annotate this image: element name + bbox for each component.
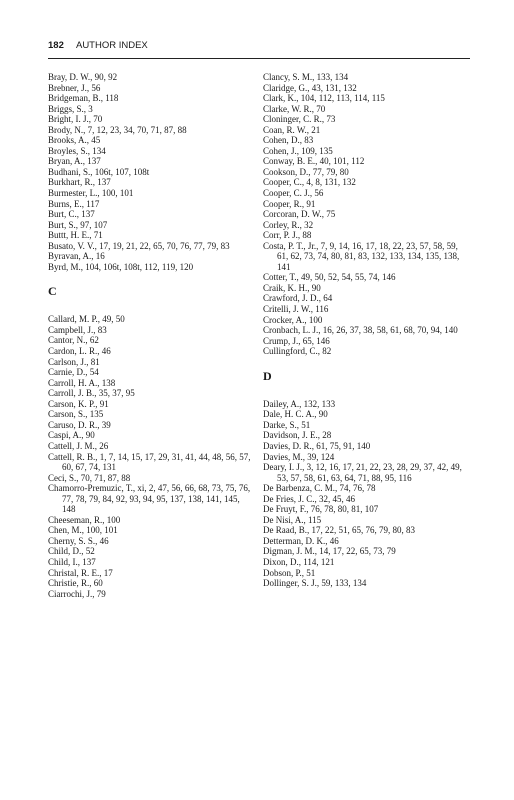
index-entry: Bright, I. J., 70 [48, 114, 103, 125]
index-entry: Cherny, S. S., 46 [48, 535, 109, 546]
index-entry: Chamorro-Premuzic, T., xi, 2, 47, 56, 66, 68, 73, 75, 76, 77, 78, 79, 84, 92, 93, 94, 95, 137, 138, 141, 145, 148 [48, 483, 251, 515]
index-entry: Bryan, A., 137 [48, 156, 101, 167]
index-entry: Campbell, J., 83 [48, 324, 107, 335]
index-entry: Clark, K., 104, 112, 113, 114, 115 [263, 93, 385, 104]
index-entry: Coan, R. W., 21 [263, 124, 321, 135]
index-entry: Carson, K. P., 91 [48, 398, 109, 409]
index-entry: Brody, N., 7, 12, 23, 34, 70, 71, 87, 88 [48, 124, 187, 135]
index-entry: Cooper, R., 91 [263, 198, 316, 209]
index-entry: Cooper, C. J., 56 [263, 188, 324, 199]
index-entry: Carnie, D., 54 [48, 367, 99, 378]
index-entry: Cookson, D., 77, 79, 80 [263, 166, 349, 177]
index-entry: Burt, S., 97, 107 [48, 219, 108, 230]
index-entry: Chen, M., 100, 101 [48, 525, 118, 536]
index-entry: Davies, M., 39, 124 [263, 451, 335, 462]
index-entry: Bridgeman, B., 118 [48, 93, 119, 104]
index-entry: Caspi, A., 90 [48, 430, 95, 441]
index-entry: Digman, J. M., 14, 17, 22, 65, 73, 79 [263, 546, 396, 557]
index-entry: Brooks, A., 45 [48, 135, 101, 146]
index-entry: Child, I., 137 [48, 556, 96, 567]
index-entry: Cattell, J. M., 26 [48, 440, 109, 451]
index-entry: Budhani, S., 106t, 107, 108t [48, 166, 150, 177]
index-entry: Caruso, D. R., 39 [48, 419, 111, 430]
index-entry: Dobson, P., 51 [263, 567, 316, 578]
index-entry: Buttt, H. E., 71 [48, 230, 103, 241]
section-letter-c: C [48, 284, 57, 299]
index-entry: Costa, P. T., Jr., 7, 9, 14, 16, 17, 18, 22, 23, 57, 58, 59, 61, 62, 73, 74, 80, 81, 83, 132, 133, 134, 135, 138, 141 [263, 240, 460, 272]
index-entry: Claridge, G., 43, 131, 132 [263, 82, 357, 93]
page-header [48, 40, 470, 59]
index-entry: Cohen, D., 83 [263, 135, 314, 146]
index-entry: Bray, D. W., 90, 92 [48, 72, 118, 82]
right-column [263, 72, 468, 589]
index-entry: Crocker, A., 100 [263, 314, 323, 325]
index-entry: Conway, B. E., 40, 101, 112 [263, 156, 365, 167]
index-entry: Critelli, J. W., 116 [263, 304, 329, 315]
index-entry: Burmester, L., 100, 101 [48, 188, 134, 199]
index-entry: De Raad, B., 17, 22, 51, 65, 76, 79, 80, 83 [263, 525, 415, 536]
index-entry: Cheeseman, R., 100 [48, 514, 121, 525]
index-entry: Briggs, S., 3 [48, 103, 93, 114]
index-entry: Cooper, C., 4, 8, 131, 132 [263, 177, 356, 188]
left-column [48, 72, 253, 599]
index-entry: Cullingford, C., 82 [263, 346, 332, 357]
index-entry: Child, D., 52 [48, 546, 95, 557]
index-entry: Burkhart, R., 137 [48, 177, 111, 188]
index-entry: Deary, I. J., 3, 12, 16, 17, 21, 22, 23, 28, 29, 37, 42, 49, 53, 57, 58, 61, 63, 64, 71, 88, 95, 116 [263, 462, 462, 483]
index-entry: Cloninger, C. R., 73 [263, 114, 336, 125]
index-entry: Carlson, J., 81 [48, 356, 100, 367]
entry-list-c [48, 314, 253, 599]
index-entry: De Nisi, A., 115 [263, 514, 322, 525]
index-entry: Clarke, W. R., 70 [263, 103, 326, 114]
index-entry: Clancy, S. M., 133, 134 [263, 72, 349, 82]
index-entry: Dixon, D., 114, 121 [263, 556, 335, 567]
index-entry: De Fries, J. C., 32, 45, 46 [263, 493, 355, 504]
index-entry: Dollinger, S. J., 59, 133, 134 [263, 578, 367, 589]
index-entry: Carroll, H. A., 138 [48, 377, 116, 388]
page-number: 182 [48, 40, 64, 51]
index-entry: Callard, M. P., 49, 50 [48, 314, 125, 325]
index-entry: Davidson, J. E., 28 [263, 430, 332, 441]
index-entry: Ciarrochi, J., 79 [48, 588, 106, 599]
entry-list-d [263, 399, 468, 589]
index-entry: Craik, K. H., 90 [263, 282, 321, 293]
index-entry: Crawford, J. D., 64 [263, 293, 333, 304]
index-entry: Cronbach, L. J., 16, 26, 37, 38, 58, 61, 68, 70, 94, 140 [263, 325, 458, 336]
index-entry: Ceci, S., 70, 71, 87, 88 [48, 472, 131, 483]
index-entry: Byrd, M., 104, 106t, 108t, 112, 119, 120 [48, 261, 194, 272]
index-entry: Dailey, A., 132, 133 [263, 398, 336, 409]
index-entry: Detterman, D. K., 46 [263, 535, 339, 546]
index-entry: Carson, S., 135 [48, 409, 104, 420]
entry-list-b [48, 72, 253, 272]
index-entry: Brebner, J., 56 [48, 82, 101, 93]
index-entry: Davies, D. R., 61, 75, 91, 140 [263, 440, 371, 451]
running-title: AUTHOR INDEX [75, 40, 148, 51]
index-entry: Burns, E., 117 [48, 198, 100, 209]
index-entry: Cattell, R. B., 1, 7, 14, 15, 17, 29, 31, 41, 44, 48, 56, 57, 60, 67, 74, 131 [48, 451, 251, 473]
section-letter-d: D [263, 368, 272, 383]
index-entry: Christal, R. E., 17 [48, 567, 113, 578]
entry-list-c-cont [263, 72, 468, 357]
index-entry: Carroll, J. B., 35, 37, 95 [48, 388, 135, 399]
index-entry: Darke, S., 51 [263, 419, 311, 430]
index-entry: De Fruyt, F., 76, 78, 80, 81, 107 [263, 504, 379, 515]
index-entry: De Barbenza, C. M., 74, 76, 78 [263, 483, 376, 494]
index-entry: Broyles, S., 134 [48, 145, 106, 156]
index-entry: Corley, R., 32 [263, 219, 314, 230]
index-entry: Burt, C., 137 [48, 209, 95, 220]
index-entry: Busato, V. V., 17, 19, 21, 22, 65, 70, 76, 77, 79, 83 [48, 240, 230, 251]
index-entry: Cantor, N., 62 [48, 335, 99, 346]
index-entry: Christie, R., 60 [48, 578, 103, 589]
index-entry: Dale, H. C. A., 90 [263, 409, 328, 420]
index-entry: Cohen, J., 109, 135 [263, 145, 333, 156]
index-entry: Cardon, L. R., 46 [48, 346, 111, 357]
index-entry: Byravan, A., 16 [48, 251, 105, 262]
index-entry: Crump, J., 65, 146 [263, 335, 330, 346]
index-entry: Corcoran, D. W., 75 [263, 209, 336, 220]
index-entry: Cotter, T., 49, 50, 52, 54, 55, 74, 146 [263, 272, 396, 283]
index-entry: Corr, P. J., 88 [263, 230, 312, 241]
